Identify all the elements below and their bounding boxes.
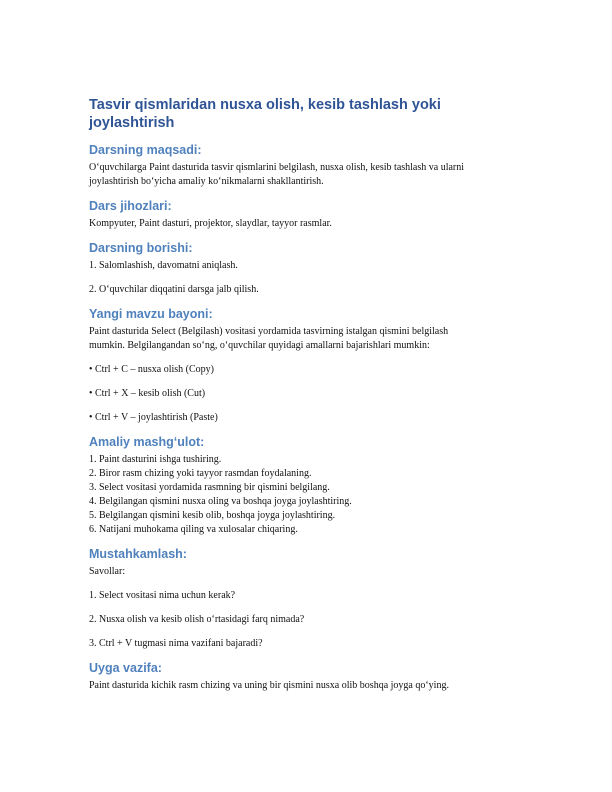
question-item: 3. Ctrl + V tugmasi nima vazifani bajaradi? [89,638,263,649]
bullet-item: • Ctrl + C – nusxa olish (Copy) [89,364,214,375]
section-heading: Dars jihozlari: [89,199,172,213]
paragraph-line: Paint dasturida Select (Belgilash) vositasi yordamida tasvirning istalgan qismini belgilash [89,326,449,337]
list-item: 2. O‘quvchilar diqqatini darsga jalb qilish. [89,284,259,295]
section-homework [89,660,529,693]
question-item: 2. Nusxa olish va kesib olish o‘rtasidagi farq nimada? [89,614,305,625]
section-practice [89,434,529,537]
section-goal [89,142,529,189]
section-new-topic [89,306,529,425]
bullet-item: • Ctrl + V – joylashtirish (Paste) [89,412,218,423]
list-item: 1. Paint dasturini ishga tushiring. [89,454,222,465]
list-item: 5. Belgilangan qismini kesib olib, boshqa joyga joylashtiring. [89,510,336,521]
list-item: 2. Biror rasm chizing yoki tayyor rasmdan foydalaning. [89,468,312,479]
section-equipment [89,198,529,231]
list-item: 4. Belgilangan qismini nusxa oling va boshqa joyga joylashtiring. [89,496,352,507]
section-heading: Yangi mavzu bayoni: [89,307,213,321]
paragraph-line: mumkin. Belgilangandan so‘ng, o‘quvchilar quyidagi amallarni bajarishlari mumkin: [89,340,430,351]
list-item: 1. Salomlashish, davomatni aniqlash. [89,260,238,271]
section-reinforcement [89,546,529,651]
document-page [89,96,529,702]
bullet-item: • Ctrl + X – kesib olish (Cut) [89,388,206,399]
section-heading: Amaliy mashg‘ulot: [89,435,205,449]
paragraph-line: Paint dasturida kichik rasm chizing va uning bir qismini nusxa olib boshqa joyga qo‘ying. [89,680,449,691]
section-heading: Darsning maqsadi: [89,143,202,157]
paragraph-line: Kompyuter, Paint dasturi, projektor, slaydlar, tayyor rasmlar. [89,218,332,229]
document-title: Tasvir qismlaridan nusxa olish, kesib tashlash yoki joylashtirish [89,97,441,131]
section-lesson-flow [89,240,529,297]
paragraph-line: Savollar: [89,566,126,577]
section-heading: Uyga vazifa: [89,661,162,675]
section-heading: Mustahkamlash: [89,547,187,561]
paragraph-line: joylashtirish bo‘yicha amaliy ko‘nikmalarni shakllantirish. [89,176,324,187]
list-item: 6. Natijani muhokama qiling va xulosalar chiqaring. [89,524,298,535]
paragraph-line: O‘quvchilarga Paint dasturida tasvir qismlarini belgilash, nusxa olish, kesib tashlash va ularni [89,162,465,173]
list-item: 3. Select vositasi yordamida rasmning bir qismini belgilang. [89,482,330,493]
question-item: 1. Select vositasi nima uchun kerak? [89,590,236,601]
section-heading: Darsning borishi: [89,241,193,255]
